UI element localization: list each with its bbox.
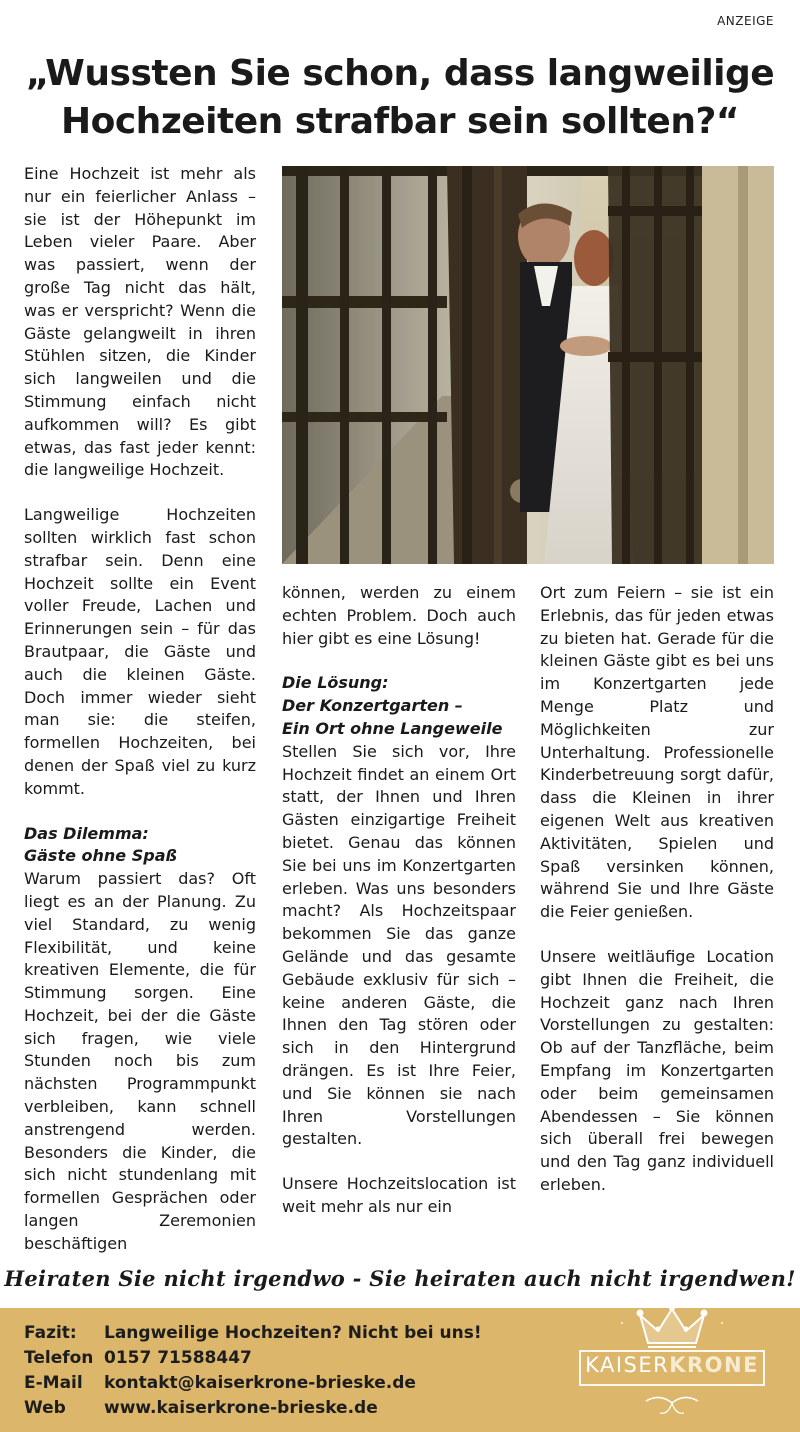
article-column-2: [282, 582, 516, 1241]
footer-row-web: [24, 1396, 378, 1420]
section-heading-dilemma: [24, 823, 256, 869]
footer-row-email: [24, 1371, 416, 1395]
column1-paragraph-3: Warum passiert das? Oft liegt es an der Planung. Zu viel Standard, zu wenig Flexibilität, und keine kreativen Elemente, die für Stimmung sorgen. Eine Hochzeit, bei der die Gäste sich fragen, wie viele Stunden noch bis zum nächsten Programmpunkt verbleiben, kann schnell anstrengend werden. Besonders die Kinder, die sich nicht stundenlang mit formellen Gesprächen oder langen Zeremonien beschäftigen: [24, 869, 256, 1253]
column1-paragraph-1: Eine Hochzeit ist mehr als nur ein feierlicher Anlass – sie ist der Höhepunkt im Leben vieler Paare. Aber was passiert, wenn der große Tag nicht das hält, was er verspricht? Wenn die Gäste gelangweilt in ihren Stühlen sitzen, die Kinder sich langweilen und die Stimmung einfach nicht aufkommen will? Es gibt etwas, das fast jeder kennt: die langweilige Hochzeit.: [24, 164, 256, 480]
footer-key-telefon: Telefon: [24, 1348, 94, 1368]
headline-line-2: Hochzeiten strafbar sein sollten?“: [60, 101, 739, 142]
column2-paragraph-2: Stellen Sie sich vor, Ihre Hochzeit findet an einem Ort statt, der Ihnen und Ihren Gästen einzigartige Freiheit bietet. Genau das können Sie bei uns im Konzertgarten erleben. Was uns besonders macht? Als Hochzeitspaar bekommen Sie das ganze Gelände und das gesamte Gebäude exklusiv für sich – keine anderen Gäste, die Ihnen den Tag stören oder sich in den Hintergrund drängen. Es ist Ihre Feier, und Sie können sie nach Ihren Vorstellungen gestalten.: [282, 741, 516, 1149]
column2-paragraph-1: können, werden zu einem echten Problem. Doch auch hier gibt es eine Lösung!: [282, 583, 516, 648]
footer-key-email: E-Mail: [24, 1373, 83, 1393]
slogan-tagline: Heiraten Sie nicht irgendwo - Sie heiraten auch nicht irgendwen!: [4, 1266, 796, 1291]
kaiserkrone-logo: [572, 1303, 772, 1425]
section-heading-solution: [282, 672, 516, 740]
section-heading-solution-line-1: Die Lösung:: [282, 673, 389, 693]
article-column-3: [540, 582, 774, 1219]
article-column-1: [24, 163, 256, 1278]
footer-row-telefon: [24, 1346, 252, 1370]
logo-wordmark-krone: KRONE: [669, 1353, 759, 1377]
headline: [0, 50, 800, 146]
column3-paragraph-1: Ort zum Feiern – sie ist ein Erlebnis, das für jeden etwas zu bieten hat. Gerade für die kleinen Gäste gibt es bei uns im Konzertgarten jede Menge Platz und Möglichkeiten zur Unterhaltung. Professionelle Kinderbetreuung sorgt dafür, dass die Kleinen in ihrer eigenen Welt aus kreativen Aktivitäten, Spielen und Spaß versinken können, während Sie und Ihre Gäste die Feier genießen.: [540, 583, 774, 922]
section-heading-dilemma-line-1: Das Dilemma:: [24, 823, 149, 843]
section-heading-solution-line-2: Der Konzertgarten –: [282, 696, 463, 716]
logo-wordmark: [572, 1353, 772, 1377]
headline-line-1: „Wussten Sie schon, dass langweilige: [25, 53, 775, 94]
website-link[interactable]: www.kaiserkrone-brieske.de: [104, 1398, 378, 1418]
footer-row-fazit: [24, 1321, 482, 1345]
column2-paragraph-3: Unsere Hochzeitslocation ist weit mehr als nur ein: [282, 1174, 516, 1216]
logo-wordmark-kaiser: KAISER: [585, 1353, 670, 1377]
section-heading-solution-line-3: Ein Ort ohne Langeweile: [282, 718, 503, 738]
wedding-couple-photo: [282, 166, 774, 564]
ad-label: ANZEIGE: [717, 14, 774, 28]
footer-value-fazit: Langweilige Hochzeiten? Nicht bei uns!: [104, 1323, 482, 1343]
footer-key-web: Web: [24, 1398, 66, 1418]
column3-paragraph-2: Unsere weitläufige Location gibt Ihnen die Freiheit, die Hochzeit ganz nach Ihren Vorstellungen zu gestalten: Ob auf der Tanzfläche, beim Empfang im Konzertgarten oder beim gemeinsamen Abendessen – Sie können sich überall frei bewegen und den Tag ganz individuell erleben.: [540, 946, 774, 1194]
phone-number-link[interactable]: 0157 71588447: [104, 1348, 252, 1368]
email-link[interactable]: kontakt@kaiserkrone-brieske.de: [104, 1373, 416, 1393]
column1-paragraph-2: Langweilige Hochzeiten sollten wirklich fast schon strafbar sein. Denn eine Hochzeit sollte ein Event voller Freude, Lachen und Erinnerungen sein – für das Brautpaar, die Gäste und auch die kleinen Gäste. Doch immer wieder sieht man sie: die steifen, formellen Hochzeiten, bei denen der Spaß viel zu kurz kommt.: [24, 505, 256, 798]
footer-key-fazit: Fazit:: [24, 1323, 77, 1343]
section-heading-dilemma-line-2: Gäste ohne Spaß: [24, 846, 177, 866]
